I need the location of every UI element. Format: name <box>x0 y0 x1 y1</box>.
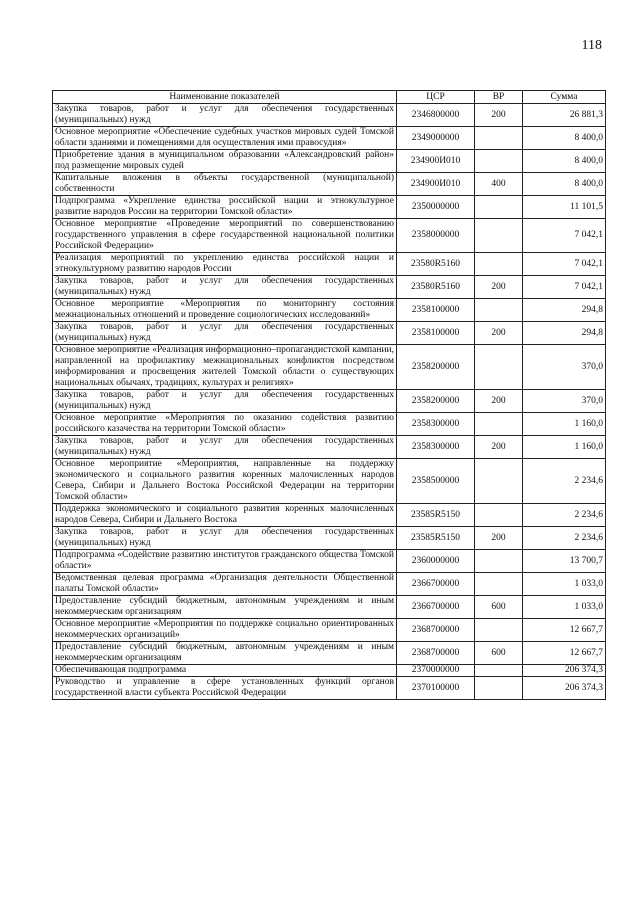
row-name: Основное мероприятие «Мероприятия по поддержке социально ориентированных некоммерческих организаций» <box>53 619 397 642</box>
row-csr: 23580R5160 <box>397 276 475 299</box>
row-vr: 200 <box>475 276 523 299</box>
table-row <box>53 322 606 345</box>
row-name: Поддержка экономического и социального развития коренных малочисленных народов Севера, Сибири и Дальнего Востока <box>53 504 397 527</box>
row-sum: 7 042,1 <box>523 219 606 253</box>
row-csr: 2360000000 <box>397 550 475 573</box>
row-vr: 200 <box>475 436 523 459</box>
row-vr <box>475 345 523 390</box>
row-sum: 13 700,7 <box>523 550 606 573</box>
row-name: Закупка товаров, работ и услуг для обеспечения государственных (муниципальных) нужд <box>53 436 397 459</box>
row-csr: 2370000000 <box>397 665 475 677</box>
row-csr: 2358300000 <box>397 413 475 436</box>
row-csr: 2366700000 <box>397 573 475 596</box>
row-sum: 370,0 <box>523 345 606 390</box>
table-row <box>53 253 606 276</box>
table-row <box>53 665 606 677</box>
row-name: Основное мероприятие «Реализация информационно–пропагандистской кампании, направленной на профилактику межнациональных конфликтов посредством информирования и просвещения жителей Томской области о существующих национальных обычаях, традициях, культурах и религиях» <box>53 345 397 390</box>
table-row <box>53 642 606 665</box>
table-row <box>53 150 606 173</box>
row-csr: 2368700000 <box>397 642 475 665</box>
table-row <box>53 299 606 322</box>
row-name: Основное мероприятие «Мероприятия по мониторингу состояния межнациональных отношений и проведение социологических исследований» <box>53 299 397 322</box>
row-sum: 12 667,7 <box>523 619 606 642</box>
row-name: Руководство и управление в сфере установленных функций органов государственной власти субъекта Российской Федерации <box>53 677 397 700</box>
row-name: Предоставление субсидий бюджетным, автономным учреждениям и иным некоммерческим организациям <box>53 642 397 665</box>
row-csr: 2358500000 <box>397 459 475 504</box>
row-vr <box>475 459 523 504</box>
table-body <box>53 104 606 700</box>
row-vr <box>475 299 523 322</box>
row-name: Основное мероприятие «Мероприятия, направленные на поддержку экономического и социального развития коренных малочисленных народов Севера, Сибири и Дальнего Востока Российской Федерации на территории Томской области» <box>53 459 397 504</box>
row-sum: 1 033,0 <box>523 573 606 596</box>
row-name: Подпрограмма «Укрепление единства российской нации и этнокультурное развитие народов России на территории Томской области» <box>53 196 397 219</box>
row-vr <box>475 253 523 276</box>
row-sum: 2 234,6 <box>523 504 606 527</box>
row-csr: 2358100000 <box>397 299 475 322</box>
row-sum: 206 374,3 <box>523 677 606 700</box>
row-sum: 294,8 <box>523 299 606 322</box>
row-sum: 8 400,0 <box>523 127 606 150</box>
row-sum: 206 374,3 <box>523 665 606 677</box>
row-name: Закупка товаров, работ и услуг для обеспечения государственных (муниципальных) нужд <box>53 527 397 550</box>
table-row <box>53 573 606 596</box>
table-row <box>53 436 606 459</box>
row-csr: 2358100000 <box>397 322 475 345</box>
row-vr: 400 <box>475 173 523 196</box>
row-vr: 200 <box>475 390 523 413</box>
row-csr: 2358300000 <box>397 436 475 459</box>
row-vr: 200 <box>475 104 523 127</box>
header-csr: ЦСР <box>397 91 475 104</box>
row-vr <box>475 413 523 436</box>
table-row <box>53 173 606 196</box>
row-name: Закупка товаров, работ и услуг для обеспечения государственных (муниципальных) нужд <box>53 390 397 413</box>
row-csr: 2346800000 <box>397 104 475 127</box>
row-sum: 7 042,1 <box>523 276 606 299</box>
row-sum: 7 042,1 <box>523 253 606 276</box>
table-row <box>53 677 606 700</box>
table-row <box>53 413 606 436</box>
row-vr <box>475 504 523 527</box>
row-sum: 8 400,0 <box>523 173 606 196</box>
row-csr: 2358000000 <box>397 219 475 253</box>
row-csr: 2358200000 <box>397 390 475 413</box>
page-number: 118 <box>581 38 602 53</box>
table-row <box>53 276 606 299</box>
row-name: Реализация мероприятий по укреплению единства российской нации и этнокультурному развитию народов России <box>53 253 397 276</box>
row-csr: 234900И010 <box>397 150 475 173</box>
row-name: Подпрограмма «Содействие развитию институтов гражданского общества Томской области» <box>53 550 397 573</box>
row-sum: 370,0 <box>523 390 606 413</box>
row-name: Закупка товаров, работ и услуг для обеспечения государственных (муниципальных) нужд <box>53 276 397 299</box>
table-row <box>53 390 606 413</box>
row-sum: 2 234,6 <box>523 459 606 504</box>
table-row <box>53 459 606 504</box>
row-csr: 2370100000 <box>397 677 475 700</box>
row-name: Основное мероприятие «Мероприятия по оказанию содействия развитию российского казачества на территории Томской области» <box>53 413 397 436</box>
row-name: Предоставление субсидий бюджетным, автономным учреждениям и иным некоммерческим организациям <box>53 596 397 619</box>
table-row <box>53 196 606 219</box>
row-csr: 2358200000 <box>397 345 475 390</box>
table-row <box>53 596 606 619</box>
table-row <box>53 104 606 127</box>
header-name: Наименование показателей <box>53 91 397 104</box>
row-sum: 12 667,7 <box>523 642 606 665</box>
row-name: Капитальные вложения в объекты государственной (муниципальной) собственности <box>53 173 397 196</box>
row-csr: 23585R5150 <box>397 527 475 550</box>
row-csr: 234900И010 <box>397 173 475 196</box>
row-sum: 26 881,3 <box>523 104 606 127</box>
row-vr <box>475 219 523 253</box>
row-name: Ведомственная целевая программа «Организация деятельности Общественной палаты Томской области» <box>53 573 397 596</box>
table-row <box>53 219 606 253</box>
row-sum: 2 234,6 <box>523 527 606 550</box>
row-csr: 2349000000 <box>397 127 475 150</box>
header-sum: Сумма <box>523 91 606 104</box>
table-row <box>53 619 606 642</box>
row-name: Основное мероприятие «Проведение мероприятий по совершенствованию государственного управления в сфере государственной национальной политики Российской Федерации» <box>53 219 397 253</box>
table-row <box>53 527 606 550</box>
row-name: Закупка товаров, работ и услуг для обеспечения государственных (муниципальных) нужд <box>53 104 397 127</box>
row-csr: 2350000000 <box>397 196 475 219</box>
row-sum: 1 033,0 <box>523 596 606 619</box>
row-sum: 1 160,0 <box>523 436 606 459</box>
table-row <box>53 345 606 390</box>
row-vr <box>475 550 523 573</box>
row-csr: 2368700000 <box>397 619 475 642</box>
row-sum: 294,8 <box>523 322 606 345</box>
row-vr <box>475 619 523 642</box>
row-csr: 23580R5160 <box>397 253 475 276</box>
row-vr: 600 <box>475 642 523 665</box>
row-name: Приобретение здания в муниципальном образовании «Александровский район» под размещение мировых судей <box>53 150 397 173</box>
row-vr <box>475 150 523 173</box>
row-vr: 200 <box>475 322 523 345</box>
row-vr <box>475 196 523 219</box>
row-name: Обеспечивающая подпрограмма <box>53 665 397 677</box>
row-csr: 23585R5150 <box>397 504 475 527</box>
row-vr <box>475 665 523 677</box>
row-sum: 11 101,5 <box>523 196 606 219</box>
row-name: Закупка товаров, работ и услуг для обеспечения государственных (муниципальных) нужд <box>53 322 397 345</box>
row-vr <box>475 677 523 700</box>
row-name: Основное мероприятие «Обеспечение судебных участков мировых судей Томской области зданиями и помещениями для осуществления ими правосудия» <box>53 127 397 150</box>
row-vr: 600 <box>475 596 523 619</box>
row-vr: 200 <box>475 527 523 550</box>
table-row <box>53 127 606 150</box>
table-header-row <box>53 91 606 104</box>
table-row <box>53 504 606 527</box>
budget-table <box>52 90 606 700</box>
row-csr: 2366700000 <box>397 596 475 619</box>
row-sum: 8 400,0 <box>523 150 606 173</box>
row-vr <box>475 127 523 150</box>
row-sum: 1 160,0 <box>523 413 606 436</box>
header-vr: ВР <box>475 91 523 104</box>
row-vr <box>475 573 523 596</box>
table-row <box>53 550 606 573</box>
